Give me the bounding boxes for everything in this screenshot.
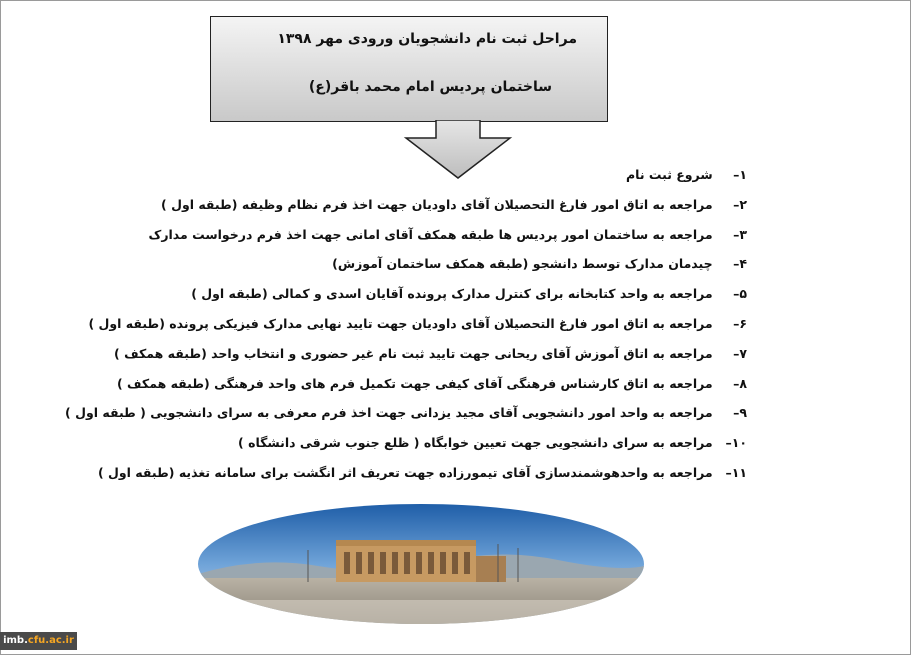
list-item: ۶– مراجعه به اتاق امور فارغ التحصیلان آقای داودیان جهت تایید نهایی مدارک فیزیکی پرونده (طبقه اول ): [88, 315, 747, 331]
list-item: ۱۰– مراجعه به سرای دانشجویی جهت تعیین خوابگاه ( ظلع جنوب شرقی دانشگاه ): [238, 435, 747, 451]
page-title: مراحل ثبت نام دانشجویان ورودی مهر ۱۳۹۸: [277, 31, 577, 47]
page-subtitle: ساختمان پردیس امام محمد باقر(ع): [308, 79, 552, 95]
list-item: ۴– چیدمان مدارک توسط دانشجو (طبقه همکف ساختمان آموزش): [332, 256, 747, 272]
campus-building-image: [198, 504, 644, 624]
list-item: ۱۱– مراجعه به واحدهوشمندسازی آقای تیمورزاده جهت تعریف اثر انگشت برای سامانه تغذیه (طبقه اول ): [97, 464, 747, 480]
list-item: ۹– مراجعه به واحد امور دانشجویی آقای مجید یزدانی جهت اخذ فرم معرفی به سرای دانشجویی ( طبقه اول ): [65, 405, 747, 421]
site-watermark: imb.cfu.ac.ir: [0, 632, 77, 650]
list-item: ۵– مراجعه به واحد کتابخانه برای کنترل مدارک پرونده آقایان اسدی و کمالی (طبقه اول ): [191, 286, 747, 302]
list-item: ۸– مراجعه به اتاق کارشناس فرهنگی آقای کیفی جهت تکمیل فرم های واحد فرهنگی (طبقه همکف ): [116, 375, 747, 391]
title-box: [210, 16, 608, 122]
list-item: ۲– مراجعه به اتاق امور فارغ التحصیلان آقای داودیان جهت اخذ فرم نظام وظیفه (طبقه اول ): [161, 196, 747, 212]
list-item: ۷– مراجعه به اتاق آموزش آقای ریحانی جهت تایید ثبت نام غیر حضوری و انتخاب واحد (طبقه همکف ): [114, 345, 747, 361]
list-item: ۳– مراجعه به ساختمان امور پردیس ها طبقه همکف آقای امانی جهت اخذ فرم درخواست مدارک: [148, 226, 747, 242]
registration-steps-list: [65, 160, 747, 488]
list-item: ۱– شروع ثبت نام: [625, 167, 747, 182]
